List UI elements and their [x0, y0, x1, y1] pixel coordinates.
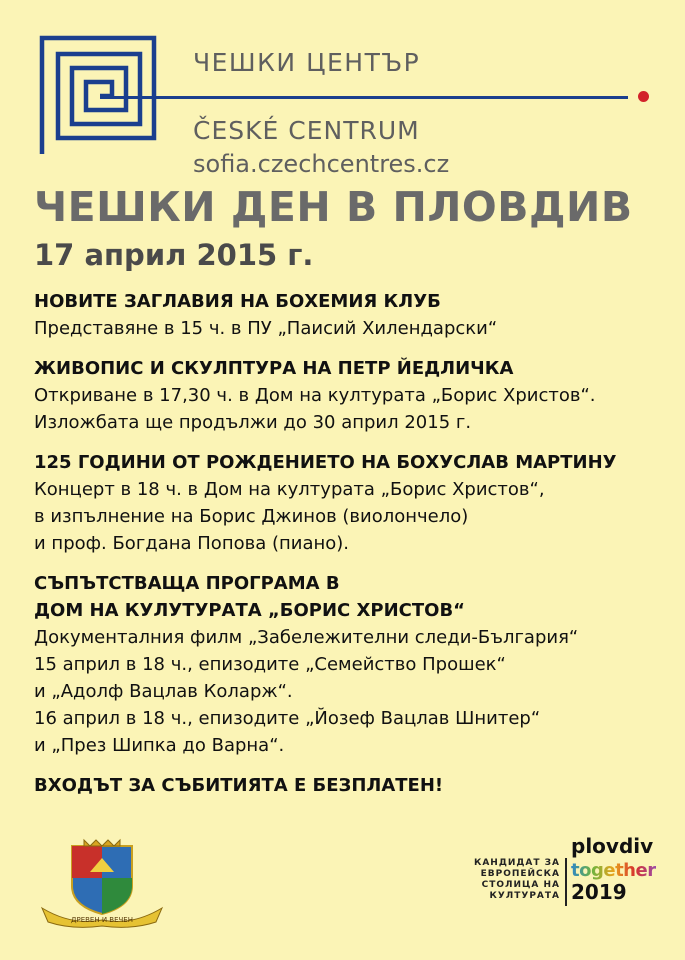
section-line: 16 април в 18 ч., епизодите „Йозеф Вацлав Шнитер“ — [34, 708, 541, 729]
together-word — [571, 860, 656, 881]
section-line: и проф. Богдана Попова (пиано). — [34, 533, 350, 554]
section-line: Изложбата ще продължи до 30 април 2015 г. — [34, 412, 472, 433]
candidacy-line: ЕВРОПЕЙСКА — [480, 869, 560, 879]
program-list — [34, 288, 674, 799]
program-section — [34, 449, 674, 557]
candidacy-line: СТОЛИЦА НА — [481, 880, 560, 890]
section-heading: ДОМ НА КУЛУТУРАТА „БОРИС ХРИСТОВ“ — [34, 600, 466, 621]
program-section — [34, 570, 674, 759]
program-section — [34, 355, 674, 436]
free-entry-note: ВХОДЪТ ЗА СЪБИТИЯТА Е БЕЗПЛАТЕН! — [34, 775, 444, 796]
plovdiv-word: plovdiv — [571, 834, 654, 858]
page-title: ЧЕШКИ ДЕН В ПЛОВДИВ — [34, 183, 633, 231]
section-line: в изпълнение на Борис Джинов (виолончело) — [34, 506, 469, 527]
section-heading: НОВИТЕ ЗАГЛАВИЯ НА БОХЕМИЯ КЛУБ — [34, 291, 441, 312]
candidacy-text — [466, 858, 560, 902]
section-line: Концерт в 18 ч. в Дом на културата „Борис Христов“, — [34, 479, 545, 500]
logo-divider-line — [100, 96, 628, 99]
org-name-bg: ЧЕШКИ ЦЕНТЪР — [193, 48, 421, 77]
plovdiv-2019-logo — [565, 834, 659, 906]
section-line: 15 април в 18 ч., епизодите „Семейство Прошек“ — [34, 654, 506, 675]
red-dot — [638, 91, 649, 102]
section-line: Документалния филм „Забележителни следи-България“ — [34, 627, 579, 648]
crest-motto: ДРЕВЕН И ВЕЧЕН — [71, 916, 133, 924]
year-2019: 2019 — [571, 880, 627, 904]
section-line: Представяне в 15 ч. в ПУ „Паисий Хилендарски“ — [34, 318, 498, 339]
section-heading: СЪПЪТСТВАЩА ПРОГРАМА В — [34, 573, 340, 594]
plovdiv-coat-of-arms — [32, 838, 172, 928]
section-line: и „През Шипка до Варна“. — [34, 735, 285, 756]
event-date: 17 април 2015 г. — [34, 238, 314, 272]
section-heading: ЖИВОПИС И СКУЛПТУРА НА ПЕТР ЙЕДЛИЧКА — [34, 358, 514, 379]
website-link[interactable]: sofia.czechcentres.cz — [193, 150, 450, 178]
program-section — [34, 288, 674, 342]
org-name-cz: ČESKÉ CENTRUM — [193, 116, 420, 145]
section-line: Откриване в 17,30 ч. в Дом на културата „Борис Христов“. — [34, 385, 596, 406]
section-heading: 125 ГОДИНИ ОТ РОЖДЕНИЕТО НА БОХУСЛАВ МАРТИНУ — [34, 452, 617, 473]
candidacy-line: КУЛТУРАТА — [489, 891, 560, 901]
together-text: together — [571, 860, 656, 881]
section-line: и „Адолф Вацлав Коларж“. — [34, 681, 293, 702]
candidacy-line: КАНДИДАТ ЗА — [473, 858, 560, 868]
